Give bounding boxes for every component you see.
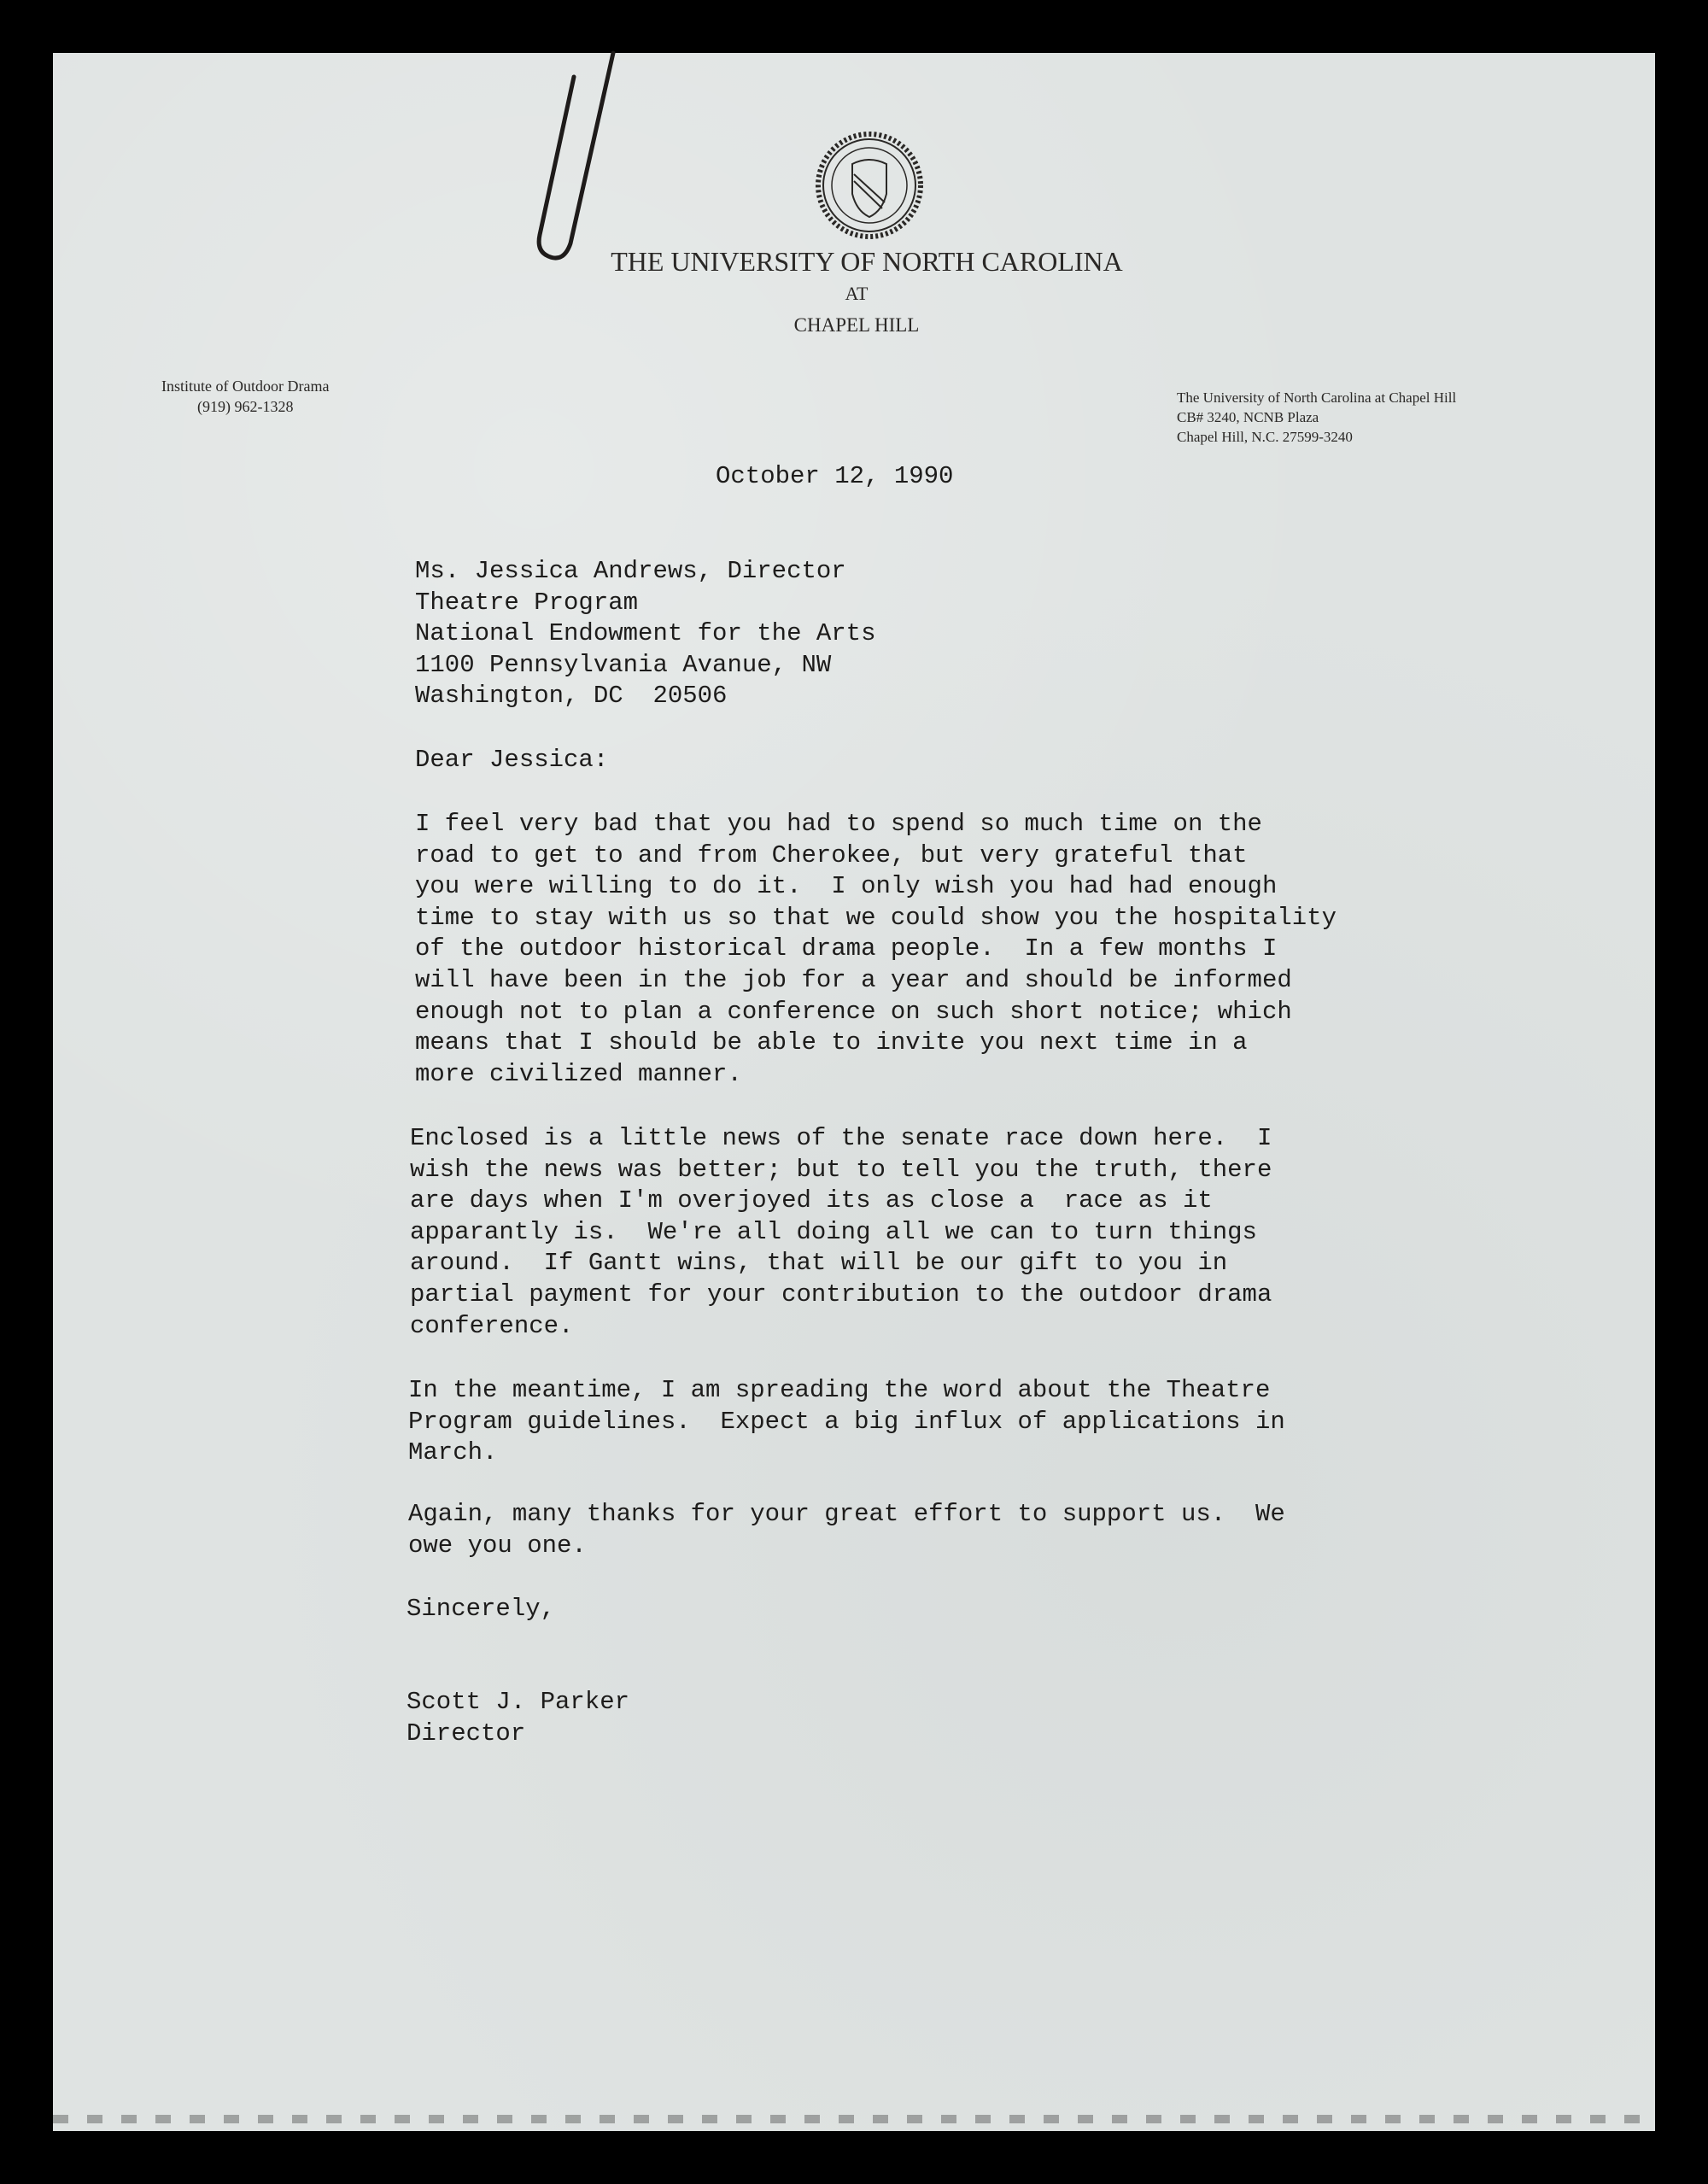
university-seal-icon [814, 130, 925, 241]
text-line: Again, many thanks for your great effort to support us. We [408, 1500, 1285, 1528]
text-line: March. [408, 1438, 498, 1467]
recipient-block [415, 556, 876, 712]
text-line: Program guidelines. Expect a big influx of applications in [408, 1407, 1285, 1436]
text-line: I feel very bad that you had to spend so much time on the [415, 810, 1262, 838]
address-line: Chapel Hill, N.C. 27599-3240 [1177, 429, 1353, 445]
text-line: are days when I'm overjoyed its as close a race as it [410, 1186, 1213, 1215]
signer-name: Scott J. Parker [407, 1688, 630, 1716]
paragraph-1 [415, 809, 1337, 1090]
address-line: The University of North Carolina at Chapel Hill [1177, 389, 1457, 406]
text-line: time to stay with us so that we could show you the hospitality [415, 903, 1337, 932]
institution-city: CHAPEL HILL [793, 314, 920, 336]
recipient-line: 1100 Pennsylvania Avanue, NW [415, 650, 832, 679]
text-line: partial payment for your contribution to the outdoor drama [410, 1279, 1272, 1309]
signer-title: Director [407, 1719, 526, 1748]
text-line: owe you one. [408, 1531, 587, 1560]
text-line: In the meantime, I am spreading the word about the Theatre [408, 1376, 1271, 1404]
text-line: wish the news was better; but to tell you the truth, there [410, 1155, 1272, 1184]
signature-block [407, 1687, 629, 1749]
text-line: around. If Gantt wins, that will be our gift to you in [410, 1249, 1228, 1278]
institution-name: THE UNIVERSITY OF NORTH CAROLINA [611, 246, 1123, 277]
letter-date: October 12, 1990 [716, 462, 954, 490]
department-name: Institute of Outdoor Drama [161, 378, 330, 395]
recipient-line: National Endowment for the Arts [415, 619, 876, 648]
closing: Sincerely, [407, 1595, 556, 1623]
recipient-line: Ms. Jessica Andrews, Director [415, 557, 846, 585]
text-line: means that I should be able to invite you next time in a [415, 1028, 1248, 1057]
text-line: conference. [410, 1311, 574, 1340]
text-line: of the outdoor historical drama people. In a few months I [415, 934, 1278, 963]
university-address [1177, 388, 1456, 447]
text-line: enough not to plan a conference on such short notice; which [415, 997, 1292, 1026]
department-block [161, 376, 329, 417]
paper-clip-icon [504, 43, 632, 273]
scan-artifact-strip [53, 2115, 1655, 2123]
institution-at: AT [845, 283, 869, 304]
text-line: will have been in the job for a year and should be informed [415, 965, 1292, 994]
recipient-line: Theatre Program [415, 588, 639, 617]
letter-page [53, 53, 1655, 2131]
recipient-line: Washington, DC 20506 [415, 682, 728, 711]
paragraph-2 [410, 1123, 1272, 1342]
text-line: road to get to and from Cherokee, but very grateful that [415, 840, 1248, 870]
paragraph-4 [408, 1499, 1285, 1561]
salutation: Dear Jessica: [415, 746, 609, 774]
department-phone: (919) 962-1328 [196, 398, 294, 415]
text-line: you were willing to do it. I only wish you had had enough [415, 872, 1278, 901]
text-line: apparantly is. We're all doing all we can to turn things [410, 1217, 1257, 1246]
text-line: Enclosed is a little news of the senate race down here. I [410, 1124, 1272, 1152]
address-line: CB# 3240, NCNB Plaza [1177, 409, 1319, 425]
paragraph-3 [408, 1375, 1285, 1469]
text-line: more civilized manner. [415, 1059, 742, 1088]
